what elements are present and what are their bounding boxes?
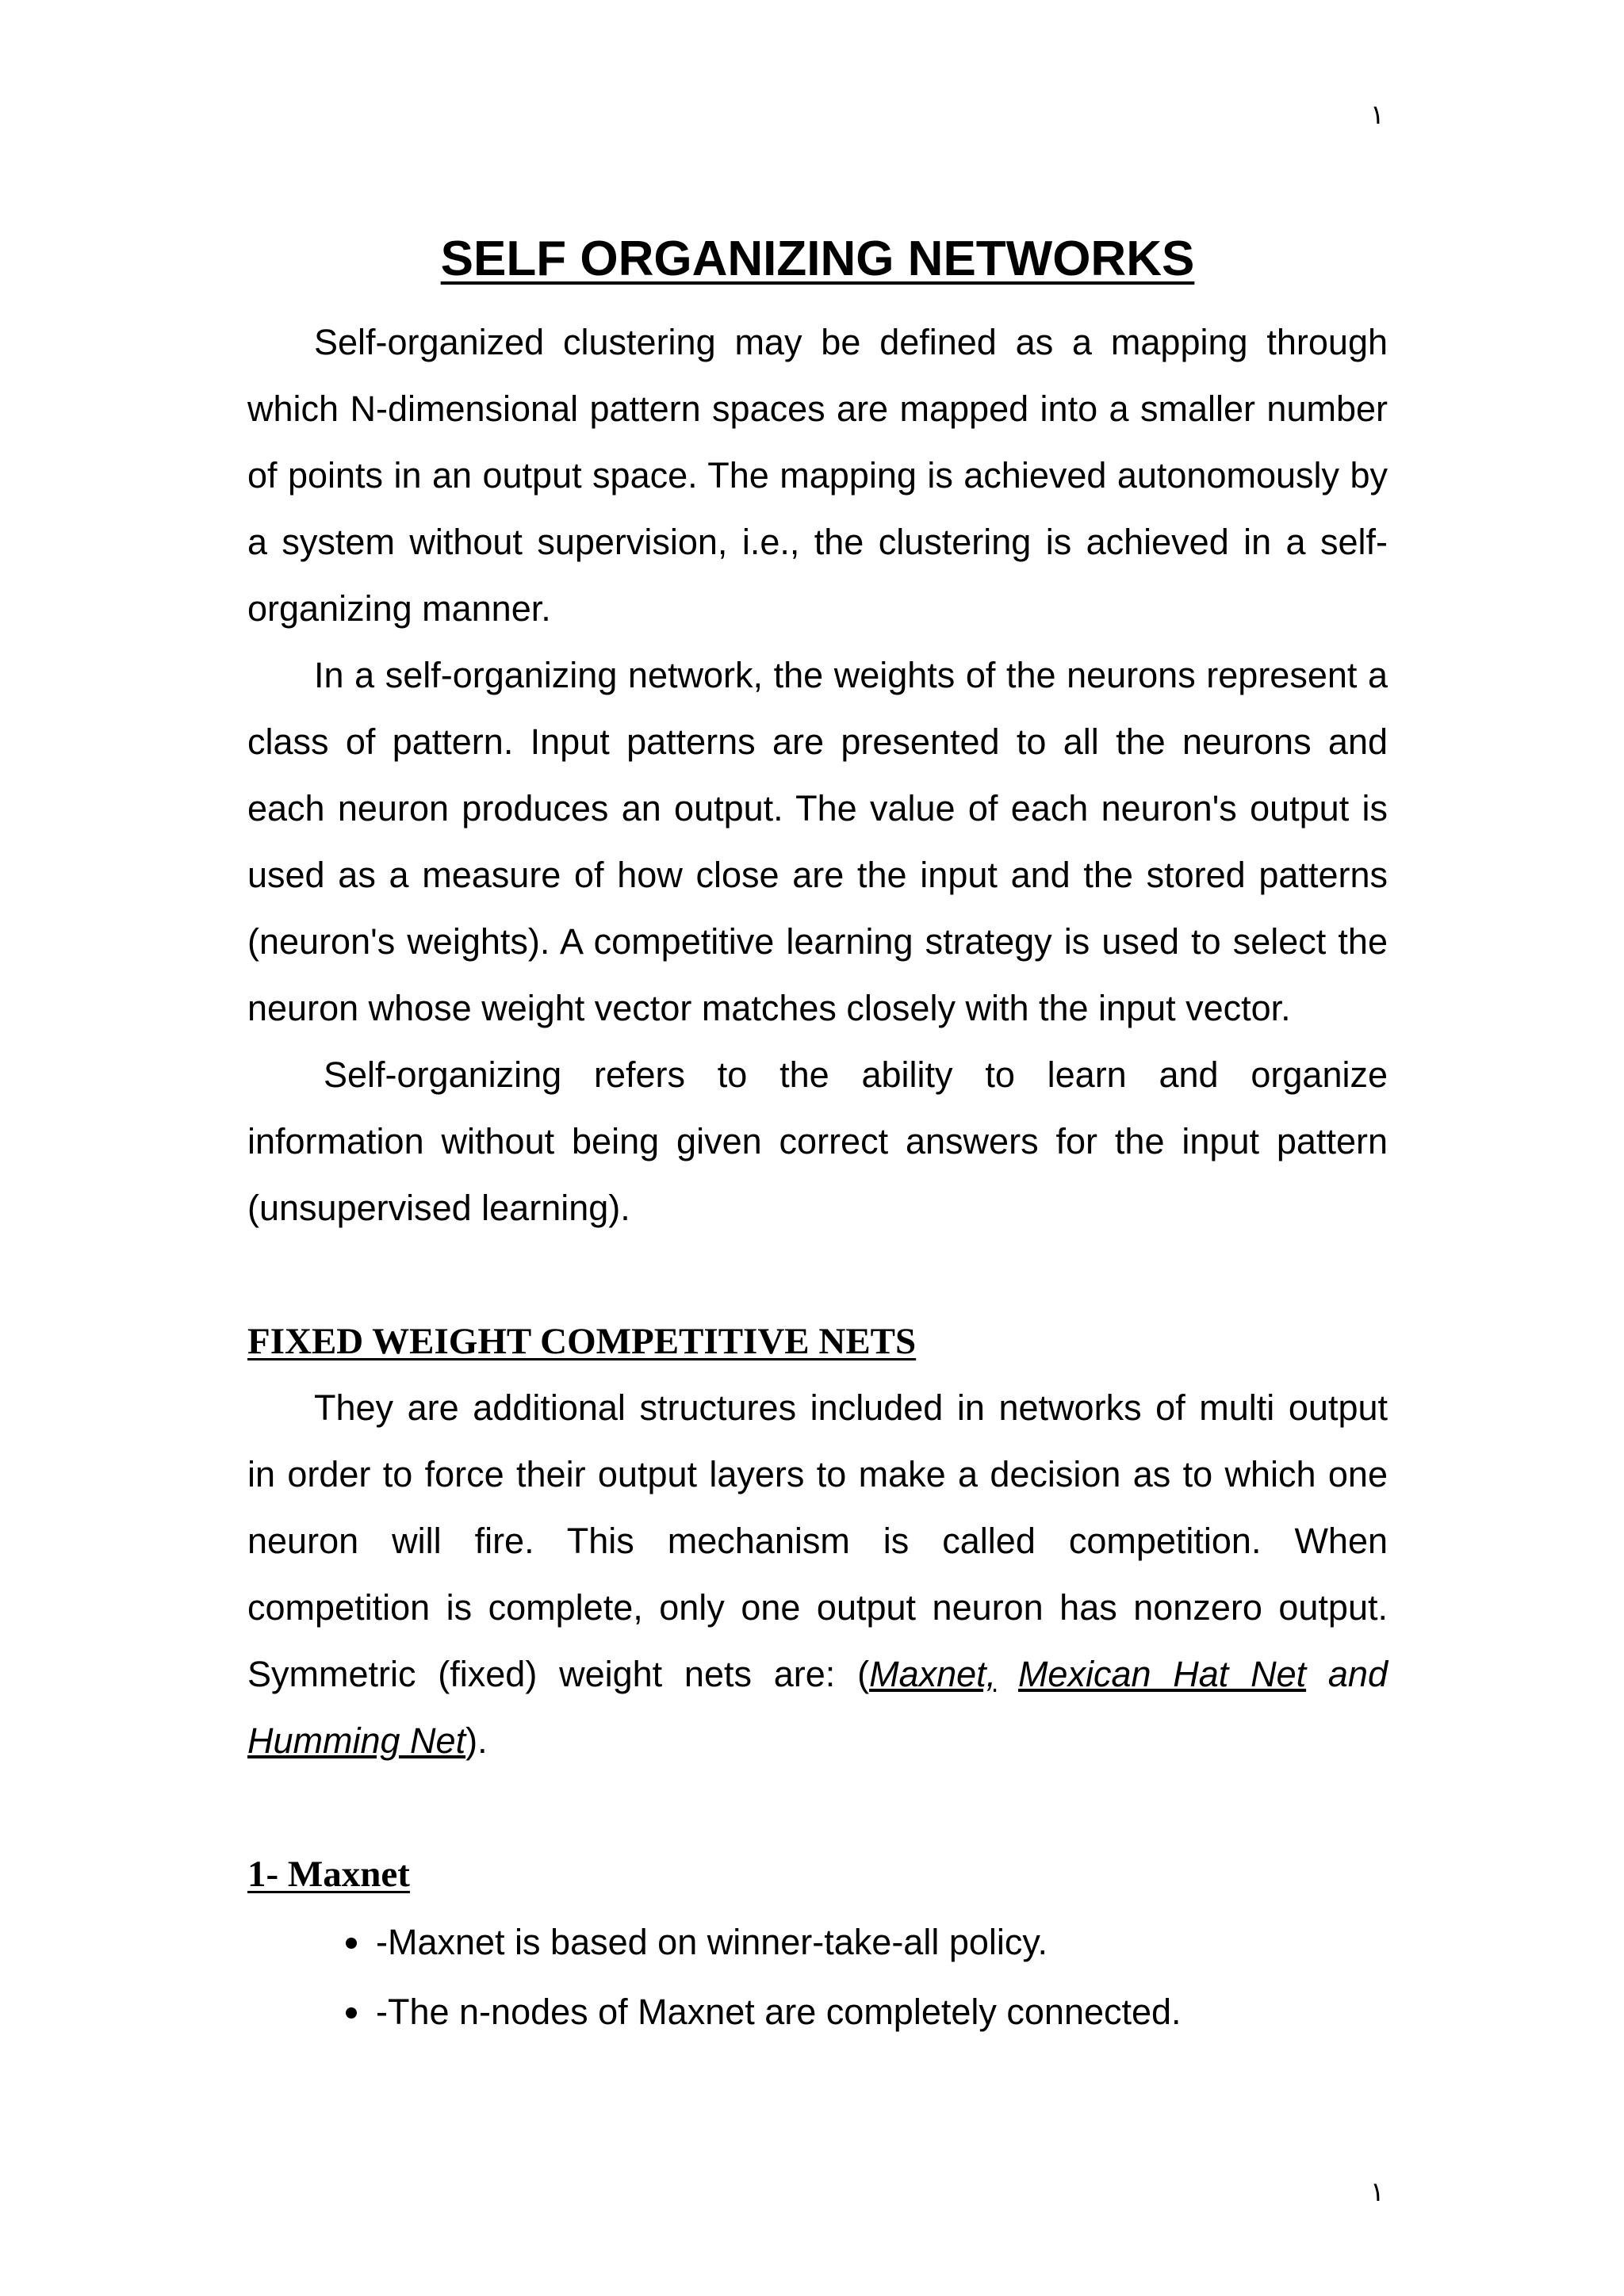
closing-punctuation: ). xyxy=(465,1720,488,1761)
humming-net-term: Humming Net xyxy=(247,1720,466,1761)
section-heading-fixed-weight: FIXED WEIGHT COMPETITIVE NETS xyxy=(247,1321,917,1362)
and-word: and xyxy=(1306,1654,1388,1694)
list-item xyxy=(346,1977,1388,2047)
section-heading-maxnet: 1- Maxnet xyxy=(247,1854,410,1895)
fixed-weight-paragraph xyxy=(247,1375,1388,1774)
list-item xyxy=(346,1908,1388,1977)
bullet-text: -The n-nodes of Maxnet are completely connected. xyxy=(376,1992,1182,2032)
intro-paragraph-3: Self-organizing refers to the ability to learn and organize information without being given correct answers for the input pattern (unsupervised learning). xyxy=(247,1054,1388,1228)
document-body xyxy=(247,224,1388,2047)
fixed-weight-text: They are additional structures included in networks of multi output in order to force their output layers to make a decision as to which one neuron will fire. This mechanism is called competition. When competition is complete, only one output neuron has nonzero output. Symmetric (fixed) weight nets are: ( xyxy=(247,1387,1388,1694)
intro-paragraph-2: In a self-organizing network, the weights of the neurons represent a class of pattern. Input patterns are presented to all the neurons and each neuron produces an output. The value of each neuron's output is used as a measure of how close are the input and the stored patterns (neuron's weights). A competitive learning strategy is used to select the neuron whose weight vector matches closely with the input vector. xyxy=(247,655,1388,1028)
bullet-text: -Maxnet is based on winner-take-all policy. xyxy=(376,1922,1048,1962)
intro-paragraph-1: Self-organized clustering may be defined as a mapping through which N-dimensional pattern spaces are mapped into a smaller number of points in an output space. The mapping is achieved autonomously by a system without supervision, i.e., the clustering is achieved in a self-organizing manner. xyxy=(247,322,1388,629)
page-number-bottom: ١ xyxy=(1369,2176,1385,2208)
mexican-hat-term: Mexican Hat Net xyxy=(1017,1654,1307,1694)
maxnet-term: Maxnet, xyxy=(869,1654,997,1694)
bullet-icon xyxy=(346,1938,357,1949)
page-number-top: ١ xyxy=(1369,99,1385,131)
maxnet-bullet-list xyxy=(247,1908,1388,2047)
bullet-icon xyxy=(346,2007,357,2019)
page-title: SELF ORGANIZING NETWORKS xyxy=(440,232,1195,286)
